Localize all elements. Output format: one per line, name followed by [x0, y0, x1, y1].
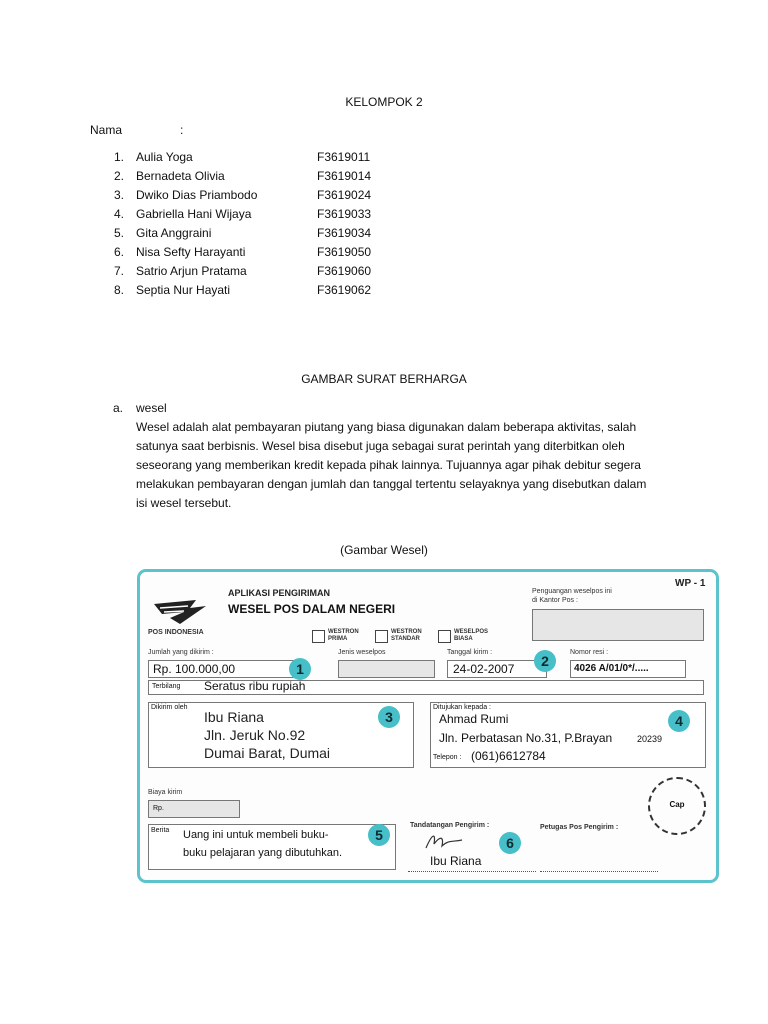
paragraph-line: melakukan pembayaran dengan jumlah dan tanggal tertentu selayaknya yang disebutkan dalam — [136, 477, 647, 491]
signature-line — [408, 871, 536, 872]
amount-label: Jumlah yang dikirim : — [148, 649, 214, 656]
member-name: Bernadeta Olivia — [136, 169, 225, 183]
member-row — [112, 264, 412, 283]
member-name: Septia Nur Hayati — [136, 283, 231, 297]
fee-box — [148, 800, 240, 818]
marker-4: 4 — [668, 710, 690, 732]
name-label: Nama — [90, 123, 123, 137]
member-number: 8. — [113, 283, 124, 297]
recipient-postal: 20239 — [637, 734, 663, 744]
phone-label: Telepon : — [433, 754, 462, 761]
message-label: Berita — [151, 827, 170, 834]
member-nim: F3619033 — [317, 207, 372, 221]
stamp-circle — [648, 777, 706, 835]
member-nim: F3619062 — [317, 283, 372, 297]
member-nim: F3619014 — [317, 169, 372, 183]
member-number: 7. — [113, 264, 124, 278]
checkbox-label: PRIMA — [328, 636, 348, 642]
amount-value: Rp. 100.000,00 — [153, 662, 236, 676]
member-nim: F3619024 — [317, 188, 372, 202]
form-title: WESEL POS DALAM NEGERI — [228, 602, 396, 616]
type-box — [338, 660, 435, 678]
marker-6: 6 — [499, 832, 521, 854]
amount-box — [148, 660, 300, 678]
member-name: Gabriella Hani Wijaya — [136, 207, 252, 221]
signature-label: Tandatangan Pengirim : — [410, 822, 490, 829]
stamp-label: Cap — [669, 800, 685, 809]
figure-caption: (Gambar Wesel) — [340, 543, 428, 557]
cancel-label: Penguangan weselpos ini — [532, 588, 612, 595]
member-row — [112, 283, 412, 302]
receipt-box — [570, 660, 686, 678]
paragraph-line: Wesel adalah alat pembayaran piutang yang biasa digunakan dalam beberapa aktivitas, salah — [136, 420, 637, 434]
member-name: Satrio Arjun Pratama — [136, 264, 247, 278]
date-label: Tanggal kirim : — [447, 649, 493, 656]
member-nim: F3619050 — [317, 245, 372, 259]
officer-line — [540, 871, 658, 872]
signature-icon — [422, 830, 466, 854]
words-box — [148, 680, 704, 695]
member-number: 4. — [113, 207, 124, 221]
checkbox-label: WESTRON — [328, 629, 359, 635]
marker-5: 5 — [368, 824, 390, 846]
member-name: Gita Anggraini — [136, 226, 212, 240]
marker-1: 1 — [289, 658, 311, 680]
recipient-label: Ditujukan kepada : — [433, 704, 491, 711]
sender-label: Dikirim oleh — [151, 704, 188, 711]
marker-2: 2 — [534, 650, 556, 672]
checkbox-label: STANDAR — [391, 636, 420, 642]
receipt-label: Nomor resi : — [570, 649, 609, 656]
fee-prefix: Rp. — [153, 805, 164, 812]
item-title: wesel — [136, 401, 167, 415]
member-row — [112, 188, 412, 207]
app-label: APLIKASI PENGIRIMAN — [228, 588, 331, 598]
paragraph-line: isi wesel tersebut. — [136, 496, 232, 510]
sender-city: Dumai Barat, Dumai — [204, 745, 331, 761]
westron-prima-checkbox — [312, 630, 325, 643]
type-label: Jenis weselpos — [338, 649, 386, 656]
cancel-label: di Kantor Pos : — [532, 597, 578, 604]
checkbox-label: BIASA — [454, 636, 473, 642]
sender-box — [148, 702, 414, 768]
member-number: 1. — [113, 150, 124, 164]
date-value: 24-02-2007 — [453, 662, 515, 676]
message-line: Uang ini untuk membeli buku- — [183, 829, 329, 841]
member-row — [112, 245, 412, 264]
words-value: Seratus ribu rupiah — [204, 679, 306, 693]
form-code: WP - 1 — [675, 578, 706, 589]
recipient-address: Jln. Perbatasan No.31, P.Brayan — [439, 731, 613, 745]
words-label: Terbilang — [152, 683, 181, 690]
marker-3: 3 — [378, 706, 400, 728]
name-colon: : — [180, 123, 184, 137]
message-line: buku pelajaran yang dibutuhkan. — [183, 847, 343, 859]
recipient-name: Ahmad Rumi — [439, 712, 509, 726]
receipt-value: 4026 A/01/0*/..... — [574, 663, 649, 674]
paragraph-line: satunya saat berbisnis. Wesel bisa disebut juga sebagai surat perintah yang diterbitkan oleh — [136, 439, 625, 453]
checkbox-label: WESELPOS — [454, 629, 489, 635]
fee-label: Biaya kirim — [148, 789, 183, 796]
logo-text: POS INDONESIA — [148, 629, 204, 636]
member-name: Aulia Yoga — [136, 150, 193, 164]
member-name: Nisa Sefty Harayanti — [136, 245, 246, 259]
member-row — [112, 169, 412, 188]
member-nim: F3619034 — [317, 226, 372, 240]
checkbox-label: WESTRON — [391, 629, 422, 635]
date-box — [447, 660, 547, 678]
pos-logo-icon — [150, 594, 210, 628]
recipient-box — [430, 702, 706, 768]
member-row — [112, 226, 412, 245]
member-number: 6. — [113, 245, 124, 259]
item-marker: a. — [113, 401, 124, 415]
cancel-office-box — [532, 609, 704, 641]
member-nim: F3619060 — [317, 264, 372, 278]
wesel-form — [137, 569, 719, 883]
paragraph-line: seseorang yang memberikan kredit kepada pihak lainnya. Tujuannya agar pihak debitur segera — [136, 458, 641, 472]
member-number: 3. — [113, 188, 124, 202]
member-number: 5. — [113, 226, 124, 240]
westron-standar-checkbox — [375, 630, 388, 643]
phone-value: (061)6612784 — [471, 749, 546, 763]
message-box — [148, 824, 396, 870]
sender-address: Jln. Jeruk No.92 — [204, 727, 306, 743]
member-name: Dwiko Dias Priambodo — [136, 188, 258, 202]
section-title: GAMBAR SURAT BERHARGA — [301, 372, 467, 386]
sender-name: Ibu Riana — [204, 709, 264, 725]
officer-label: Petugas Pos Pengirim : — [540, 824, 619, 831]
member-number: 2. — [113, 169, 124, 183]
member-row — [112, 207, 412, 226]
member-row — [112, 150, 412, 169]
signature-name: Ibu Riana — [430, 854, 482, 868]
member-nim: F3619011 — [317, 150, 371, 164]
weselpos-biasa-checkbox — [438, 630, 451, 643]
page-title: KELOMPOK 2 — [345, 95, 423, 109]
